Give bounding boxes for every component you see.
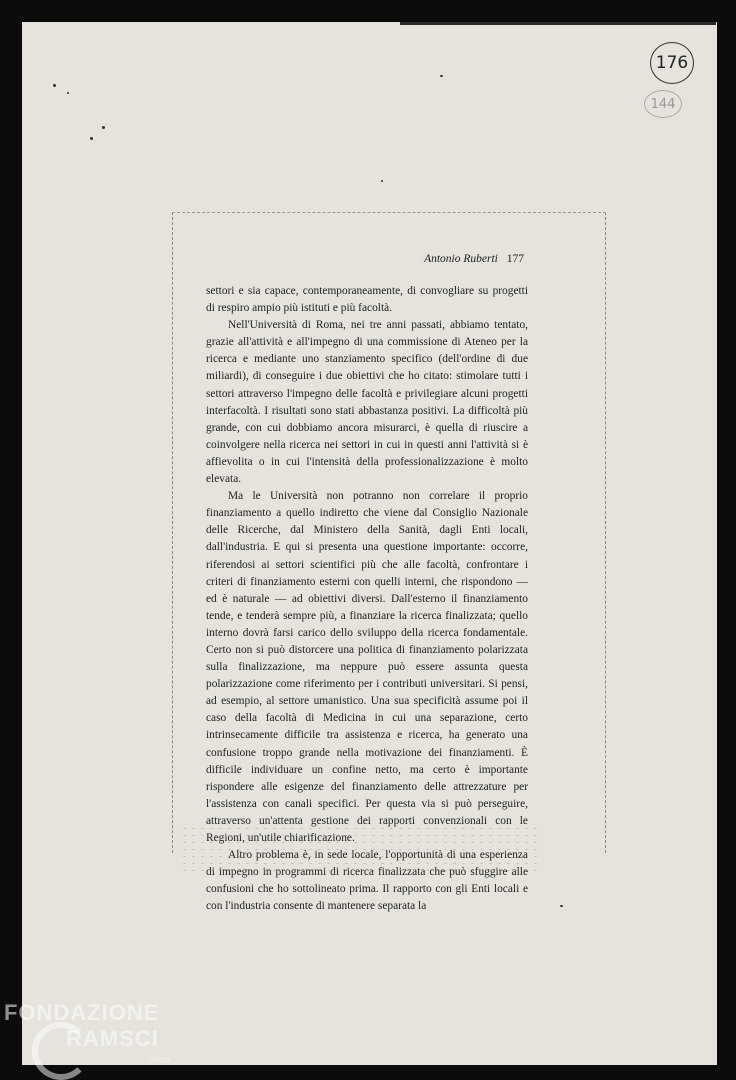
photocopy-noise	[180, 825, 540, 875]
watermark-line1: FONDAZIONE	[4, 1000, 160, 1025]
archive-page-number: 176	[650, 42, 694, 84]
speck	[440, 75, 443, 77]
running-header	[300, 253, 524, 265]
paragraph: Ma le Università non potranno non correlare il proprio finanziamento a quello indiretto che viene dal Consiglio Nazionale delle Ricerche, dal Ministero della Sanità, dagli Enti locali, dall'industria. E qui si presenta una questione importante: occorre, riferendosi ai settori scientifici più che alle facoltà, confrontare i criteri di finanziamento esterni con quelli interni, che rispondono — ed è naturale — ad obiettivi diversi. Dall'esterno il finanziamento tende, e tenderà sempre più, a finanziare la ricerca finalizzata; quello interno dovrà farsi carico dello sviluppo della ricerca fondamentale. Certo non si può distorcere una politica di finanziamento polarizzata sulla finalizzazione, ma neppure può essere assunta questa polarizzazione come riferimento per i contributi universitari. Si pensi, ad esempio, al settore umanistico. Una sua specificità assume poi il caso della facoltà di Medicina in cui una separazione, certo intrinsecamente difficile tra assistenza e ricerca, ha generato una confusione troppo grande nella motivazione dei finanziamenti. È difficile individuare un confine netto, ma certo è importante rispondere alle esigenze del finanziamento delle attrezzature per l'assistenza con canali specifici. Per questa via si può perseguire, attraverso un'attenta gestione dei rapporti convenzionali con le Regioni, un'utile chiarificazione.	[206, 490, 528, 844]
header-page-number: 177	[506, 253, 524, 265]
speck	[53, 84, 56, 87]
page-top-edge	[400, 22, 716, 25]
header-author: Antonio Ruberti	[424, 253, 498, 265]
archive-page-number-faded: 144	[644, 90, 682, 118]
paragraph: Altro problema è, in sede locale, l'opportunità di una esperienza di impegno in programmi di ricerca finalizzata che può sfuggire alle confusioni che ho sottolineato prima. Il rapporto con gli Enti locali e con l'industria consente di mantenere separata la	[206, 849, 528, 913]
foundation-watermark	[4, 1000, 214, 1080]
speck	[102, 126, 105, 129]
speck	[67, 92, 69, 94]
speck	[560, 905, 563, 907]
paragraph: settori e sia capace, contemporaneamente, di convogliare su progetti di respiro ampio più istituti e più facoltà.	[206, 285, 528, 315]
watermark-line3: onlus	[149, 1054, 171, 1064]
watermark-line2: RAMSCI	[66, 1026, 159, 1051]
paragraph: Nell'Università di Roma, nei tre anni passati, abbiamo tentato, grazie all'attività e all'impegno di una commissione di Ateneo per la ricerca e mediante uno stanziamento specifico (dell'ordine di due miliardi), di conseguire i due obiettivi che ho citato: stimolare tutti i settori attraverso l'impegno delle facoltà e privilegiare alcuni progetti interfacoltà. I risultati sono stati abbastanza positivi. La difficoltà più grande, con cui dobbiamo ancora misurarci, è quella di riuscire a coinvolgere nella ricerca nei settori in cui in questi anni l'attività si è affievolita o in cui l'intensità della professionalizzazione è molto elevata.	[206, 319, 528, 486]
body-text	[206, 283, 528, 915]
speck	[381, 180, 383, 182]
speck	[90, 137, 93, 140]
